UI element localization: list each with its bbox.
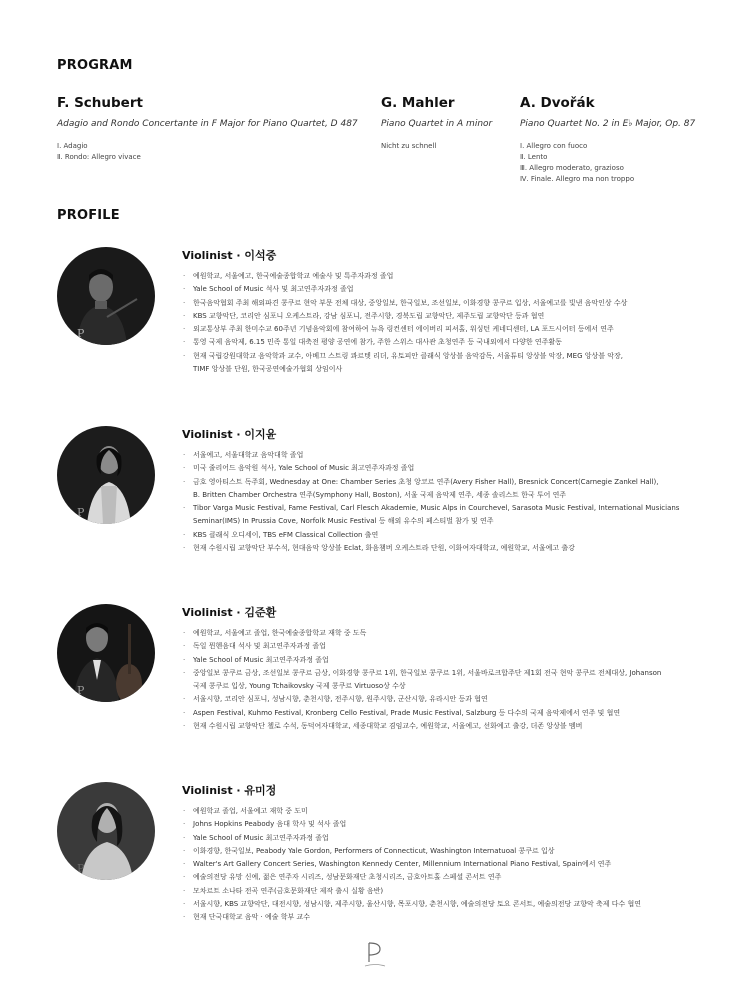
bio-item: · 예술의전당 유망 신예, 젊은 연주자 시리즈, 성남문화재단 초청시리즈, 금호아트홀 스페셜 콘서트 연주	[182, 871, 727, 884]
bio-item: · 예원학교, 서울예고, 한국예술종합학교 예술사 및 특주자과정 졸업	[182, 270, 727, 283]
profile-card	[57, 426, 737, 596]
bio-item: · 모차르트 소나타 전곡 연주(금호문화재단 제작 출시 실황 음반)	[182, 885, 727, 898]
p-logo-icon	[364, 940, 386, 974]
profile-card	[57, 247, 737, 417]
program-piece-mahler	[381, 95, 492, 152]
portrait-photo	[57, 604, 155, 702]
bio-item: · Yale School of Music 최고연주자과정 졸업	[182, 832, 727, 845]
bio-item: · Yale School of Music 최고연주자과정 졸업	[182, 654, 727, 667]
bio-item: · Aspen Festival, Kuhmo Festival, Kronberg Cello Festival, Prade Music Festival, Salzburg 등 다수의 국제 음악제에서 연주 및 협연	[182, 707, 727, 720]
work-title: Piano Quartet No. 2 in E♭ Major, Op. 87	[520, 119, 696, 129]
bio-item: · 서울시향, KBS 교향악단, 대전시향, 성남시향, 제주시향, 울산시향, 목포시향, 춘천시향, 예술의전당 토요 콘서트, 예술의전당 교향악 축제 다수 협연	[182, 898, 727, 911]
bio-item: · 미국 줄리어드 음악원 석사, Yale School of Music 최고연주자과정 졸업	[182, 462, 727, 475]
bio-item: · 독일 뮌헨음대 석사 및 최고연주자과정 졸업	[182, 640, 727, 653]
profile-card	[57, 604, 737, 774]
performer-name: Violinist · 김준환	[182, 606, 277, 619]
p-logo-icon: P	[77, 506, 85, 519]
bio-item: · 금호 영아티스트 독주회, Wednesday at One: Chamber Series 초청 앙코르 연주(Avery Fisher Hall), Bresnick Concert(Carnegie Zankel Hall),	[182, 476, 727, 489]
bio-list	[182, 627, 727, 733]
performer-name: Violinist · 이지윤	[182, 428, 277, 441]
bio-item: · 예원학교 졸업, 서울예고 재학 중 도미	[182, 805, 727, 818]
p-logo-icon: P	[77, 327, 85, 340]
portrait-photo	[57, 247, 155, 345]
movement: Nicht zu schnell	[381, 142, 437, 150]
bio-item: · KBS 클래식 오디세이, TBS eFM Classical Collection 출연	[182, 529, 727, 542]
program-piece-dvorak	[520, 95, 695, 185]
composer-name: G. Mahler	[381, 95, 455, 111]
program-heading: PROGRAM	[57, 58, 133, 73]
bio-item-continued: Seminar(IMS) In Prussia Cove, Norfolk Music Festival 등 해외 유수의 페스티벌 참가 및 연주	[193, 517, 494, 526]
bio-item: · 예원학교, 서울예고 졸업, 한국예술종합학교 재학 중 도독	[182, 627, 727, 640]
work-title: Adagio and Rondo Concertante in F Major for Piano Quartet, D 487	[57, 119, 358, 129]
p-logo-icon: P	[77, 862, 85, 875]
profile-heading: PROFILE	[57, 208, 120, 223]
bio-item: · 현재 수원시립 교향악단 부수석, 현대음악 앙상블 Eclat, 화음챔버 오케스트라 단원, 이화여자대학교, 예원학교, 서울예고 출강	[182, 542, 727, 555]
movement: Ⅱ. Lento	[520, 153, 548, 161]
work-title: Piano Quartet in A minor	[381, 119, 493, 129]
bio-item: · 외교통상부 주최 한미수교 60주년 기념음악회에 참여하여 뉴욕 링컨센터 에이버리 피셔홀, 워싱턴 케네디센터, LA 포드시어터 등에서 연주	[182, 323, 727, 336]
movement: Ⅳ. Finale. Allegro ma non troppo	[520, 175, 635, 183]
composer-name: F. Schubert	[57, 95, 143, 111]
bio-item: · Walter's Art Gallery Concert Series, Washington Kennedy Center, Millennium International Piano Festival, Spain에서 연주	[182, 858, 727, 871]
p-logo-icon: P	[77, 684, 85, 697]
bio-item: · 현재 수원시립 교향악단 첼로 수석, 동덕여자대학교, 세종대학교 겸임교수, 예원학교, 서울예고, 선화예고 출강, 더존 앙상블 멤버	[182, 720, 727, 733]
bio-item-continued: TIMF 앙상블 단원, 한국공연예술가협회 상임이사	[193, 365, 343, 374]
bio-item: · 이화경향, 한국일보, Peabody Yale Gordon, Performers of Connecticut, Washington Internatuoal 콩쿠르 입상	[182, 845, 727, 858]
bio-item: · Yale School of Music 석사 및 최고연주자과정 졸업	[182, 283, 727, 296]
movement: Ⅲ. Allegro moderato, grazioso	[520, 164, 624, 172]
performer-name: Violinist · 이석중	[182, 249, 277, 262]
performer-name: Violinist · 유미정	[182, 784, 277, 797]
bio-item: · 서울예고, 서울대학교 음악대학 졸업	[182, 449, 727, 462]
movement: Ⅰ. Allegro con fuoco	[520, 142, 588, 150]
bio-item-continued: B. Britten Chamber Orchestra 연주(Symphony Hall, Boston), 서울 국제 음악제 연주, 세종 솔리스트 한국 투어 연주	[193, 490, 567, 499]
bio-item: · KBS 교향악단, 코리안 심포니 오케스트라, 강남 심포니, 전주시향, 경북도립 교향악단, 제주도립 교향악단 등과 협연	[182, 310, 727, 323]
composer-name: A. Dvořák	[520, 95, 595, 111]
bio-item: · 현재 단국대학교 음악 · 예술 학부 교수	[182, 911, 727, 924]
movement: Ⅰ. Adagio	[57, 142, 88, 150]
bio-item: · Tibor Varga Music Festival, Fame Festival, Carl Flesch Akademie, Music Alps in Courchevel, Sarasota Music Festival, International Musicians	[182, 502, 727, 515]
bio-item: · 현재 국립강원대학교 음악학과 교수, 아베끄 스트링 콰르텟 리더, 유토피안 클래식 앙상블 음악감독, 서울튜티 앙상블 악장, MEG 앙상블 악장,	[182, 350, 727, 363]
profile-card	[57, 782, 737, 952]
movement: Ⅱ. Rondo: Allegro vivace	[57, 153, 141, 161]
bio-item-continued: 국제 콩쿠르 입상, Young Tchaikovsky 국제 콩쿠르 Virtuoso상 수상	[193, 682, 406, 691]
bio-item: · 통영 국제 음악제, 6.15 민족 통일 대축전 평양 공연에 참가, 주한 스위스 대사관 초청연주 등 국내외에서 다양한 연주활동	[182, 336, 727, 349]
bio-list	[182, 270, 727, 376]
bio-item: · Johns Hopkins Peabody 음대 학사 및 석사 졸업	[182, 818, 727, 831]
portrait-photo	[57, 426, 155, 524]
program-piece-schubert	[57, 95, 358, 163]
portrait-photo	[57, 782, 155, 880]
bio-item: · 서울시향, 코리안 심포니, 성남시향, 춘천시향, 전주시향, 원주시향, 군산시향, 유라시안 등과 협연	[182, 693, 727, 706]
bio-item: · 한국음악협회 주최 해외파견 콩쿠르 현악 부문 전체 대상, 중앙일보, 한국일보, 조선일보, 이화경향 콩쿠르 입상, 서울예고를 빛낸 음악인상 수상	[182, 297, 727, 310]
bio-item: · 중앙일보 콩쿠르 금상, 조선일보 콩쿠르 금상, 이화경향 콩쿠르 1위, 한국일보 콩쿠르 1위, 서울바로크합주단 제1회 전국 현악 콩쿠르 전체대상, Johanson	[182, 667, 727, 680]
bio-list	[182, 805, 727, 925]
bio-list	[182, 449, 727, 555]
